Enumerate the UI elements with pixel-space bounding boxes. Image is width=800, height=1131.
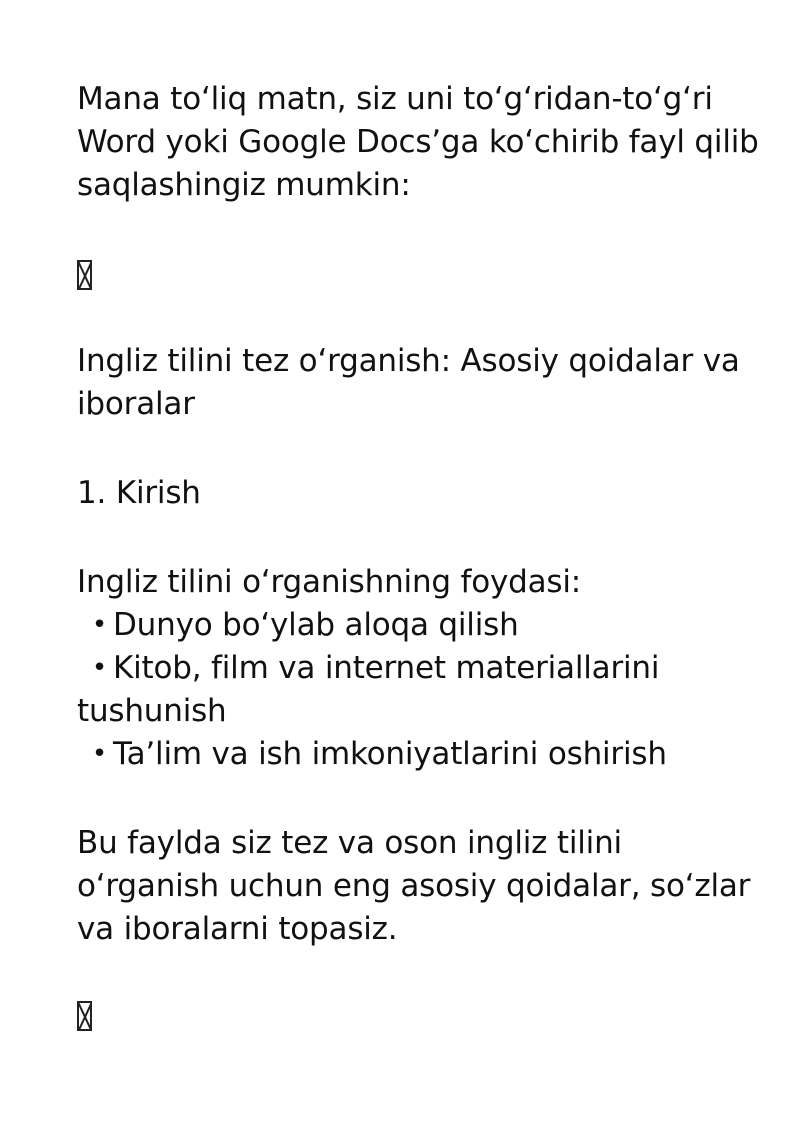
bullet-point-icon: • — [91, 610, 107, 640]
missing-glyph-icon — [77, 994, 767, 1037]
benefits-list — [77, 604, 767, 776]
benefit-text: Ta’lim va ish imkoniyatlarini oshirish — [113, 736, 667, 772]
benefit-text: Kitob, film va internet materiallarini tushunish — [77, 650, 660, 729]
benefits-heading: Ingliz tilini o‘rganishning foydasi: — [77, 564, 582, 600]
summary-paragraph: Bu faylda siz tez va oson ingliz tilini o‘rganish uchun eng asosiy qoidalar, so‘zlar va iboralarni topasiz. — [77, 825, 751, 947]
benefit-item — [77, 733, 767, 776]
unsupported-character-box-icon — [77, 260, 92, 290]
benefit-item — [77, 604, 767, 647]
missing-glyph-icon — [77, 253, 767, 296]
document-content — [77, 78, 767, 1037]
intro-paragraph: Mana to‘liq matn, siz uni to‘g‘ridan-to‘g‘ri Word yoki Google Docs’ga ko‘chirib fayl qilib saqlashingiz mumkin: — [77, 81, 759, 203]
benefit-item — [77, 647, 767, 733]
document-title: Ingliz tilini tez o‘rganish: Asosiy qoidalar va iboralar — [77, 343, 740, 422]
benefits-section — [77, 561, 767, 776]
bullet-point-icon: • — [91, 653, 107, 683]
bullet-point-icon: • — [91, 739, 107, 769]
benefit-text: Dunyo bo‘ylab aloqa qilish — [113, 607, 519, 643]
section-heading: 1. Kirish — [77, 475, 201, 511]
unsupported-character-box-icon — [77, 1001, 92, 1031]
